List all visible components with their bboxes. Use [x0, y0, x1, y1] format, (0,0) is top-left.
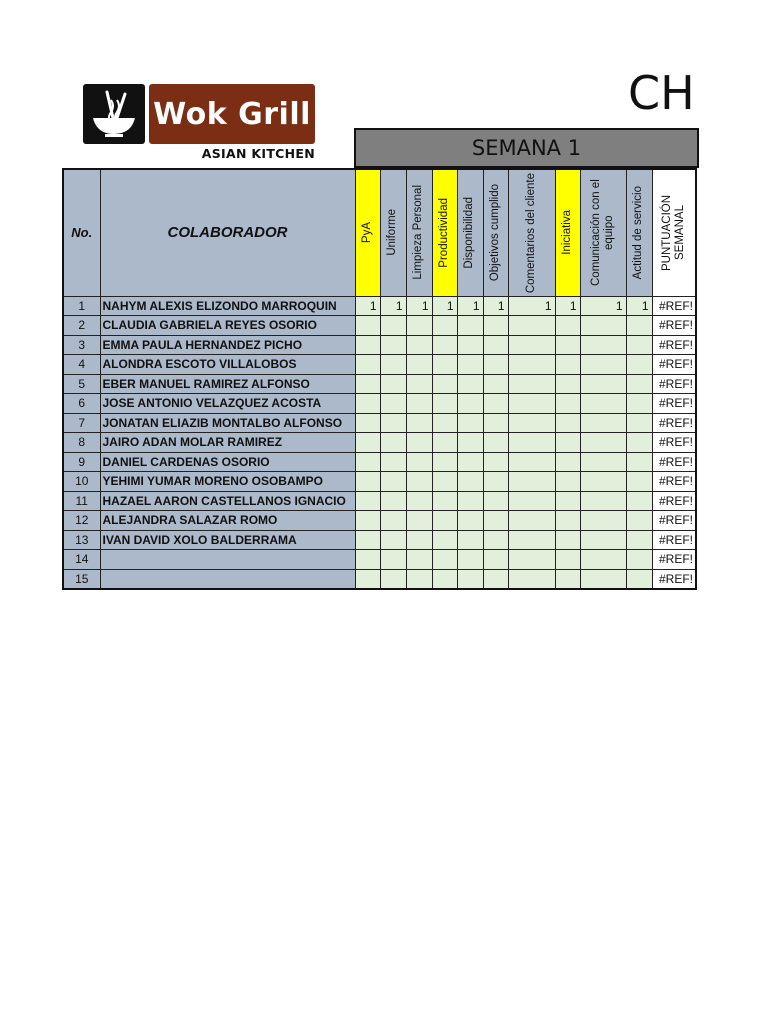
score-cell[interactable] [580, 491, 626, 511]
score-cell[interactable] [457, 374, 483, 394]
score-cell[interactable] [406, 394, 432, 414]
header-criterion [355, 169, 380, 296]
score-cell[interactable] [626, 355, 652, 375]
score-cell[interactable] [483, 452, 508, 472]
header-criterion-label: Limpieza Personal [412, 185, 425, 281]
score-cell[interactable] [355, 433, 380, 453]
score-cell[interactable] [508, 433, 555, 453]
header-criterion-label: Iniciativa [560, 210, 573, 256]
table-row [63, 296, 696, 316]
header-collaborator: COLABORADOR [100, 169, 355, 296]
score-cell[interactable] [457, 452, 483, 472]
score-cell[interactable] [555, 374, 580, 394]
collaborator-name-cell[interactable]: DANIEL CARDENAS OSORIO [100, 452, 355, 472]
score-cell[interactable] [580, 413, 626, 433]
score-cell[interactable] [508, 569, 555, 589]
table-row [63, 355, 696, 375]
score-cell[interactable] [406, 569, 432, 589]
score-cell[interactable] [355, 335, 380, 355]
score-cell[interactable] [508, 355, 555, 375]
collaborator-name-cell[interactable]: HAZAEL AARON CASTELLANOS IGNACIO [100, 491, 355, 511]
table-row [63, 316, 696, 336]
score-cell[interactable] [580, 569, 626, 589]
header-criterion-label: Comunicación con el equipo [589, 179, 615, 287]
header-criterion-label: Objetivos cumplido [488, 184, 501, 282]
weekly-score-cell[interactable]: #REF! [652, 374, 696, 394]
weekly-score-cell[interactable]: #REF! [652, 335, 696, 355]
score-cell[interactable] [483, 569, 508, 589]
score-cell[interactable] [432, 335, 457, 355]
score-cell[interactable] [380, 491, 406, 511]
weekly-score-cell[interactable]: #REF! [652, 296, 696, 316]
score-cell[interactable] [555, 530, 580, 550]
score-cell[interactable] [457, 472, 483, 492]
score-cell[interactable] [406, 511, 432, 531]
corner-title: CH [628, 66, 695, 120]
score-cell[interactable] [432, 511, 457, 531]
collaborator-name-cell[interactable]: ALEJANDRA SALAZAR ROMO [100, 511, 355, 531]
score-cell[interactable] [355, 355, 380, 375]
header-criterion [508, 169, 555, 296]
score-cell[interactable] [406, 491, 432, 511]
score-cell[interactable] [406, 355, 432, 375]
score-cell[interactable] [355, 472, 380, 492]
weekly-score-cell[interactable]: #REF! [652, 511, 696, 531]
score-cell[interactable] [406, 413, 432, 433]
score-cell[interactable] [626, 335, 652, 355]
table-row [63, 394, 696, 414]
header-criterion-label: PyA [360, 222, 373, 244]
score-cell[interactable] [580, 433, 626, 453]
score-cell[interactable] [555, 452, 580, 472]
score-cell[interactable] [508, 374, 555, 394]
header-criterion-label: Actitud de servicio [632, 186, 645, 280]
score-cell[interactable] [380, 472, 406, 492]
table-row [63, 550, 696, 570]
score-cell[interactable] [432, 413, 457, 433]
weekly-score-cell[interactable]: #REF! [652, 452, 696, 472]
table-row [63, 433, 696, 453]
score-cell[interactable] [432, 355, 457, 375]
evaluation-table [62, 168, 697, 590]
table-row [63, 530, 696, 550]
score-cell[interactable] [457, 550, 483, 570]
header-criterion [380, 169, 406, 296]
collaborator-name-cell[interactable]: EMMA PAULA HERNANDEZ PICHO [100, 335, 355, 355]
weekly-score-cell[interactable]: #REF! [652, 355, 696, 375]
score-cell[interactable] [626, 472, 652, 492]
score-cell[interactable] [457, 355, 483, 375]
score-cell[interactable]: 1 [483, 296, 508, 316]
score-cell[interactable] [508, 550, 555, 570]
score-cell[interactable] [355, 394, 380, 414]
noodle-bowl-icon [83, 84, 145, 144]
score-cell[interactable] [380, 433, 406, 453]
collaborator-name-cell[interactable]: JAIRO ADAN MOLAR RAMIREZ [100, 433, 355, 453]
score-cell[interactable]: 1 [406, 296, 432, 316]
score-cell[interactable] [508, 511, 555, 531]
score-cell[interactable] [406, 550, 432, 570]
row-number: 10 [63, 472, 100, 492]
row-number: 9 [63, 452, 100, 472]
header-criterion [555, 169, 580, 296]
row-number: 14 [63, 550, 100, 570]
header-criterion [406, 169, 432, 296]
score-cell[interactable] [380, 452, 406, 472]
weekly-score-cell[interactable]: #REF! [652, 472, 696, 492]
score-cell[interactable] [355, 491, 380, 511]
score-cell[interactable] [380, 394, 406, 414]
score-cell[interactable] [626, 569, 652, 589]
score-cell[interactable] [580, 472, 626, 492]
score-cell[interactable]: 1 [457, 296, 483, 316]
score-cell[interactable] [626, 550, 652, 570]
table-body [63, 296, 696, 589]
score-cell[interactable]: 1 [580, 296, 626, 316]
score-cell[interactable] [508, 335, 555, 355]
table-row [63, 491, 696, 511]
collaborator-name-cell[interactable]: ALONDRA ESCOTO VILLALOBOS [100, 355, 355, 375]
score-cell[interactable]: 1 [380, 296, 406, 316]
score-cell[interactable] [406, 530, 432, 550]
header-criterion-label: Uniforme [386, 209, 399, 257]
score-cell[interactable] [580, 335, 626, 355]
header-criterion-label: Productividad [437, 197, 450, 268]
score-cell[interactable] [483, 491, 508, 511]
header-criterion [626, 169, 652, 296]
score-cell[interactable] [380, 550, 406, 570]
score-cell[interactable] [580, 511, 626, 531]
score-cell[interactable] [355, 413, 380, 433]
score-cell[interactable] [555, 491, 580, 511]
score-cell[interactable] [432, 374, 457, 394]
row-number: 6 [63, 394, 100, 414]
score-cell[interactable] [380, 413, 406, 433]
row-number: 8 [63, 433, 100, 453]
score-cell[interactable] [355, 316, 380, 336]
score-cell[interactable] [457, 433, 483, 453]
score-cell[interactable] [380, 530, 406, 550]
collaborator-name-cell[interactable] [100, 550, 355, 570]
table-row [63, 472, 696, 492]
score-cell[interactable] [580, 452, 626, 472]
score-cell[interactable] [457, 491, 483, 511]
score-cell[interactable]: 1 [432, 296, 457, 316]
weekly-score-cell[interactable]: #REF! [652, 550, 696, 570]
score-cell[interactable] [355, 550, 380, 570]
collaborator-name-cell[interactable]: IVAN DAVID XOLO BALDERRAMA [100, 530, 355, 550]
row-number: 7 [63, 413, 100, 433]
weekly-score-cell[interactable]: #REF! [652, 316, 696, 336]
header-criterion-label: Disponibilidad [463, 196, 476, 269]
score-cell[interactable] [457, 569, 483, 589]
collaborator-name-cell[interactable] [100, 569, 355, 589]
score-cell[interactable]: 1 [355, 296, 380, 316]
score-cell[interactable] [626, 394, 652, 414]
score-cell[interactable]: 1 [626, 296, 652, 316]
row-number: 3 [63, 335, 100, 355]
score-cell[interactable] [432, 394, 457, 414]
header-criterion [432, 169, 457, 296]
row-number: 15 [63, 569, 100, 589]
score-cell[interactable] [432, 550, 457, 570]
logo-tagline: ASIAN KITCHEN [201, 146, 315, 161]
score-cell[interactable] [580, 316, 626, 336]
row-number: 12 [63, 511, 100, 531]
score-cell[interactable] [555, 394, 580, 414]
score-cell[interactable] [555, 316, 580, 336]
weekly-score-cell[interactable]: #REF! [652, 433, 696, 453]
score-cell[interactable] [380, 569, 406, 589]
score-cell[interactable] [555, 472, 580, 492]
score-cell[interactable] [432, 569, 457, 589]
row-number: 1 [63, 296, 100, 316]
score-cell[interactable] [432, 316, 457, 336]
score-cell[interactable] [457, 394, 483, 414]
row-number: 11 [63, 491, 100, 511]
score-cell[interactable] [555, 511, 580, 531]
score-cell[interactable] [355, 511, 380, 531]
score-cell[interactable]: 1 [508, 296, 555, 316]
score-cell[interactable] [380, 355, 406, 375]
row-number: 13 [63, 530, 100, 550]
score-cell[interactable] [626, 374, 652, 394]
score-cell[interactable] [355, 530, 380, 550]
row-number: 2 [63, 316, 100, 336]
collaborator-name-cell[interactable]: CLAUDIA GABRIELA REYES OSORIO [100, 316, 355, 336]
row-number: 5 [63, 374, 100, 394]
collaborator-name-cell[interactable]: JOSE ANTONIO VELAZQUEZ ACOSTA [100, 394, 355, 414]
score-cell[interactable] [580, 550, 626, 570]
score-cell[interactable] [555, 550, 580, 570]
score-cell[interactable] [406, 316, 432, 336]
score-cell[interactable] [380, 374, 406, 394]
header-no: No. [63, 169, 100, 296]
score-cell[interactable]: 1 [555, 296, 580, 316]
score-cell[interactable] [483, 355, 508, 375]
table-row [63, 511, 696, 531]
week-banner: SEMANA 1 [354, 128, 699, 168]
score-cell[interactable] [457, 530, 483, 550]
score-cell[interactable] [483, 530, 508, 550]
score-cell[interactable] [406, 335, 432, 355]
score-cell[interactable] [406, 472, 432, 492]
wok-grill-logo [83, 84, 315, 162]
score-cell[interactable] [580, 355, 626, 375]
score-cell[interactable] [380, 316, 406, 336]
collaborator-name-cell[interactable]: YEHIMI YUMAR MORENO OSOBAMPO [100, 472, 355, 492]
score-cell[interactable] [555, 433, 580, 453]
score-cell[interactable] [457, 316, 483, 336]
score-cell[interactable] [508, 316, 555, 336]
header-criterion [483, 169, 508, 296]
score-cell[interactable] [483, 335, 508, 355]
score-cell[interactable] [432, 530, 457, 550]
weekly-score-cell[interactable]: #REF! [652, 569, 696, 589]
score-cell[interactable] [432, 472, 457, 492]
score-cell[interactable] [580, 530, 626, 550]
table-row [63, 452, 696, 472]
score-cell[interactable] [432, 433, 457, 453]
score-cell[interactable] [626, 433, 652, 453]
collaborator-name-cell[interactable]: NAHYM ALEXIS ELIZONDO MARROQUIN [100, 296, 355, 316]
score-cell[interactable] [432, 491, 457, 511]
score-cell[interactable] [626, 530, 652, 550]
score-cell[interactable] [355, 374, 380, 394]
score-cell[interactable] [508, 452, 555, 472]
header-row [63, 169, 696, 296]
score-cell[interactable] [380, 511, 406, 531]
table-row [63, 374, 696, 394]
table-row [63, 413, 696, 433]
score-cell[interactable] [406, 433, 432, 453]
row-number: 4 [63, 355, 100, 375]
score-cell[interactable] [508, 394, 555, 414]
score-cell[interactable] [580, 374, 626, 394]
score-cell[interactable] [483, 550, 508, 570]
header-weekly-score [652, 169, 696, 296]
score-cell[interactable] [626, 491, 652, 511]
score-cell[interactable] [626, 452, 652, 472]
header-criterion [457, 169, 483, 296]
score-cell[interactable] [483, 472, 508, 492]
score-cell[interactable] [355, 569, 380, 589]
score-cell[interactable] [626, 511, 652, 531]
collaborator-name-cell[interactable]: EBER MANUEL RAMIREZ ALFONSO [100, 374, 355, 394]
weekly-score-cell[interactable]: #REF! [652, 413, 696, 433]
header-criterion [580, 169, 626, 296]
score-cell[interactable] [457, 511, 483, 531]
score-cell[interactable] [355, 452, 380, 472]
score-cell[interactable] [508, 472, 555, 492]
score-cell[interactable] [555, 413, 580, 433]
score-cell[interactable] [483, 374, 508, 394]
logo-brand-text: Wok Grill [149, 84, 315, 144]
score-cell[interactable] [406, 374, 432, 394]
score-cell[interactable] [555, 355, 580, 375]
score-cell[interactable] [508, 491, 555, 511]
weekly-score-cell[interactable]: #REF! [652, 394, 696, 414]
score-cell[interactable] [555, 335, 580, 355]
score-cell[interactable] [555, 569, 580, 589]
header-weekly-score-label: PUNTUACIÓN SEMANAL [660, 194, 686, 271]
score-cell[interactable] [483, 511, 508, 531]
weekly-score-cell[interactable]: #REF! [652, 491, 696, 511]
score-cell[interactable] [457, 413, 483, 433]
score-cell[interactable] [457, 335, 483, 355]
score-cell[interactable] [380, 335, 406, 355]
score-cell[interactable] [580, 394, 626, 414]
score-cell[interactable] [432, 452, 457, 472]
score-cell[interactable] [483, 433, 508, 453]
header-criterion-label: Comentarios del cliente [524, 172, 537, 293]
table-row [63, 569, 696, 589]
score-cell[interactable] [406, 452, 432, 472]
weekly-score-cell[interactable]: #REF! [652, 530, 696, 550]
score-cell[interactable] [508, 530, 555, 550]
score-cell[interactable] [508, 413, 555, 433]
score-cell[interactable] [483, 413, 508, 433]
score-cell[interactable] [483, 316, 508, 336]
table-row [63, 335, 696, 355]
score-cell[interactable] [626, 413, 652, 433]
score-cell[interactable] [483, 394, 508, 414]
score-cell[interactable] [626, 316, 652, 336]
collaborator-name-cell[interactable]: JONATAN ELIAZIB MONTALBO ALFONSO [100, 413, 355, 433]
